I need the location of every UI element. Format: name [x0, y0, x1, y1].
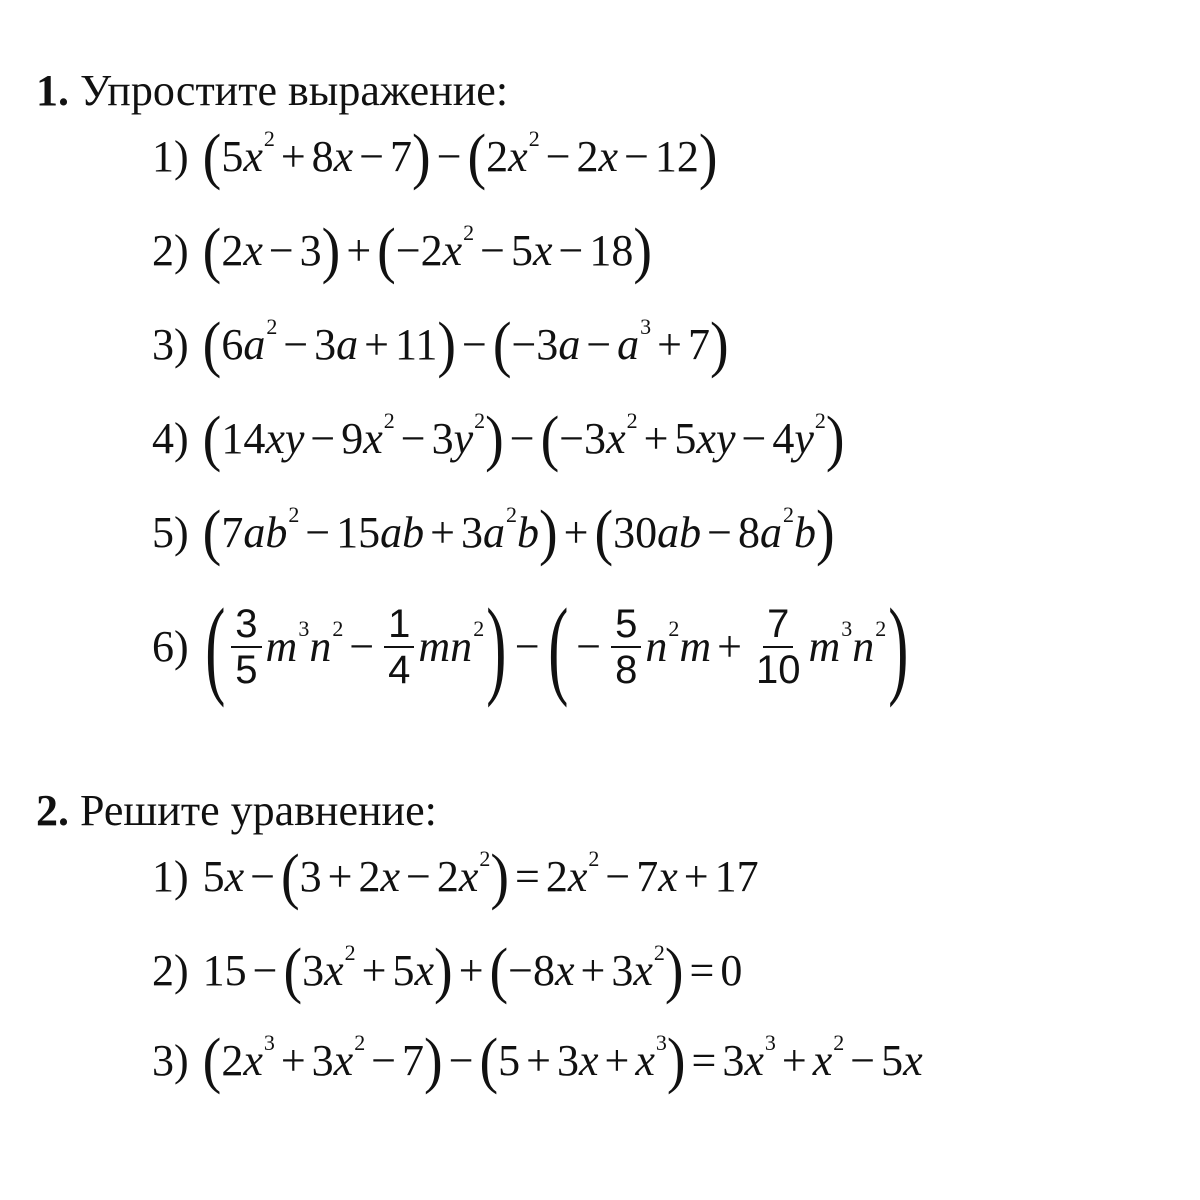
fraction: $\frac{5}{8}$: [611, 602, 641, 692]
fraction: $\frac{3}{5}$: [231, 602, 261, 692]
task-1-title: Упростите выражение:: [80, 66, 509, 115]
expression: ( $\frac{3}{5}$ m $^3$ n $^2$ − $\frac{1}{4}$ mn $^2$ ) − ( − $\frac{5}{8}$ n $^2$ m + $\frac{7}{10}$ m $^3$ n $^2$ ): [204, 586, 909, 708]
task-1-item-6: [152, 586, 911, 708]
item-number: 2): [152, 946, 189, 995]
task-1-number: 1.: [36, 66, 69, 115]
task-1-item-2: [152, 216, 653, 286]
task-2-title: Решите уравнение:: [80, 786, 437, 835]
task-1-item-5: [152, 498, 835, 568]
task-2-item-2: [152, 936, 743, 1006]
task-1-item-1: [152, 122, 718, 192]
expression: ( 7 ab $^2$ − 15 ab + 3 a $^2$ b ) + ( 30 ab − 8 a $^2$ b ): [202, 498, 835, 568]
expression: ( 14 xy − 9 x $^2$ − 3 y $^2$ ) − ( −3 x $^2$ + 5 xy − 4 y $^2$ ): [202, 404, 845, 474]
item-number: 5): [152, 508, 189, 557]
expression: ( 2 x − 3 ) + ( −2 x $^2$ − 5 x − 18 ): [202, 216, 653, 286]
task-2-item-1: [152, 842, 759, 912]
expression: ( 6 a $^2$ − 3 a + 11 ) − ( −3 a − a $^3$ + 7 ): [202, 310, 729, 380]
item-number: 6): [152, 622, 189, 671]
expression: ( 2 x $^3$ + 3 x $^2$ − 7 ) − ( 5 + 3 x + x $^3$ ) = 3 x $^3$ + x $^2$ − 5 x: [202, 1026, 923, 1096]
item-number: 3): [152, 1036, 189, 1085]
expression: ( 5 x $^2$ + 8 x − 7 ) − ( 2 x $^2$ − 2 x − 12 ): [202, 122, 718, 192]
expression: 5 x − ( 3 + 2 x − 2 x $^2$ ) = 2 x $^2$ − 7 x + 17: [202, 842, 759, 912]
item-number: 4): [152, 414, 189, 463]
item-number: 1): [152, 852, 189, 901]
task-2-heading: [36, 786, 437, 836]
task-2-item-3: [152, 1026, 923, 1096]
expression: 15 − ( 3 x $^2$ + 5 x ) + ( −8 x + 3 x $^2$ ) = 0: [202, 936, 743, 1006]
task-1-heading: [36, 66, 508, 116]
task-2-number: 2.: [36, 786, 69, 835]
task-1-item-3: [152, 310, 729, 380]
item-number: 3): [152, 320, 189, 369]
fraction: $\frac{7}{10}$: [755, 602, 801, 692]
task-1-item-4: [152, 404, 845, 474]
fraction: $\frac{1}{4}$: [384, 602, 414, 692]
item-number: 2): [152, 226, 189, 275]
item-number: 1): [152, 132, 189, 181]
